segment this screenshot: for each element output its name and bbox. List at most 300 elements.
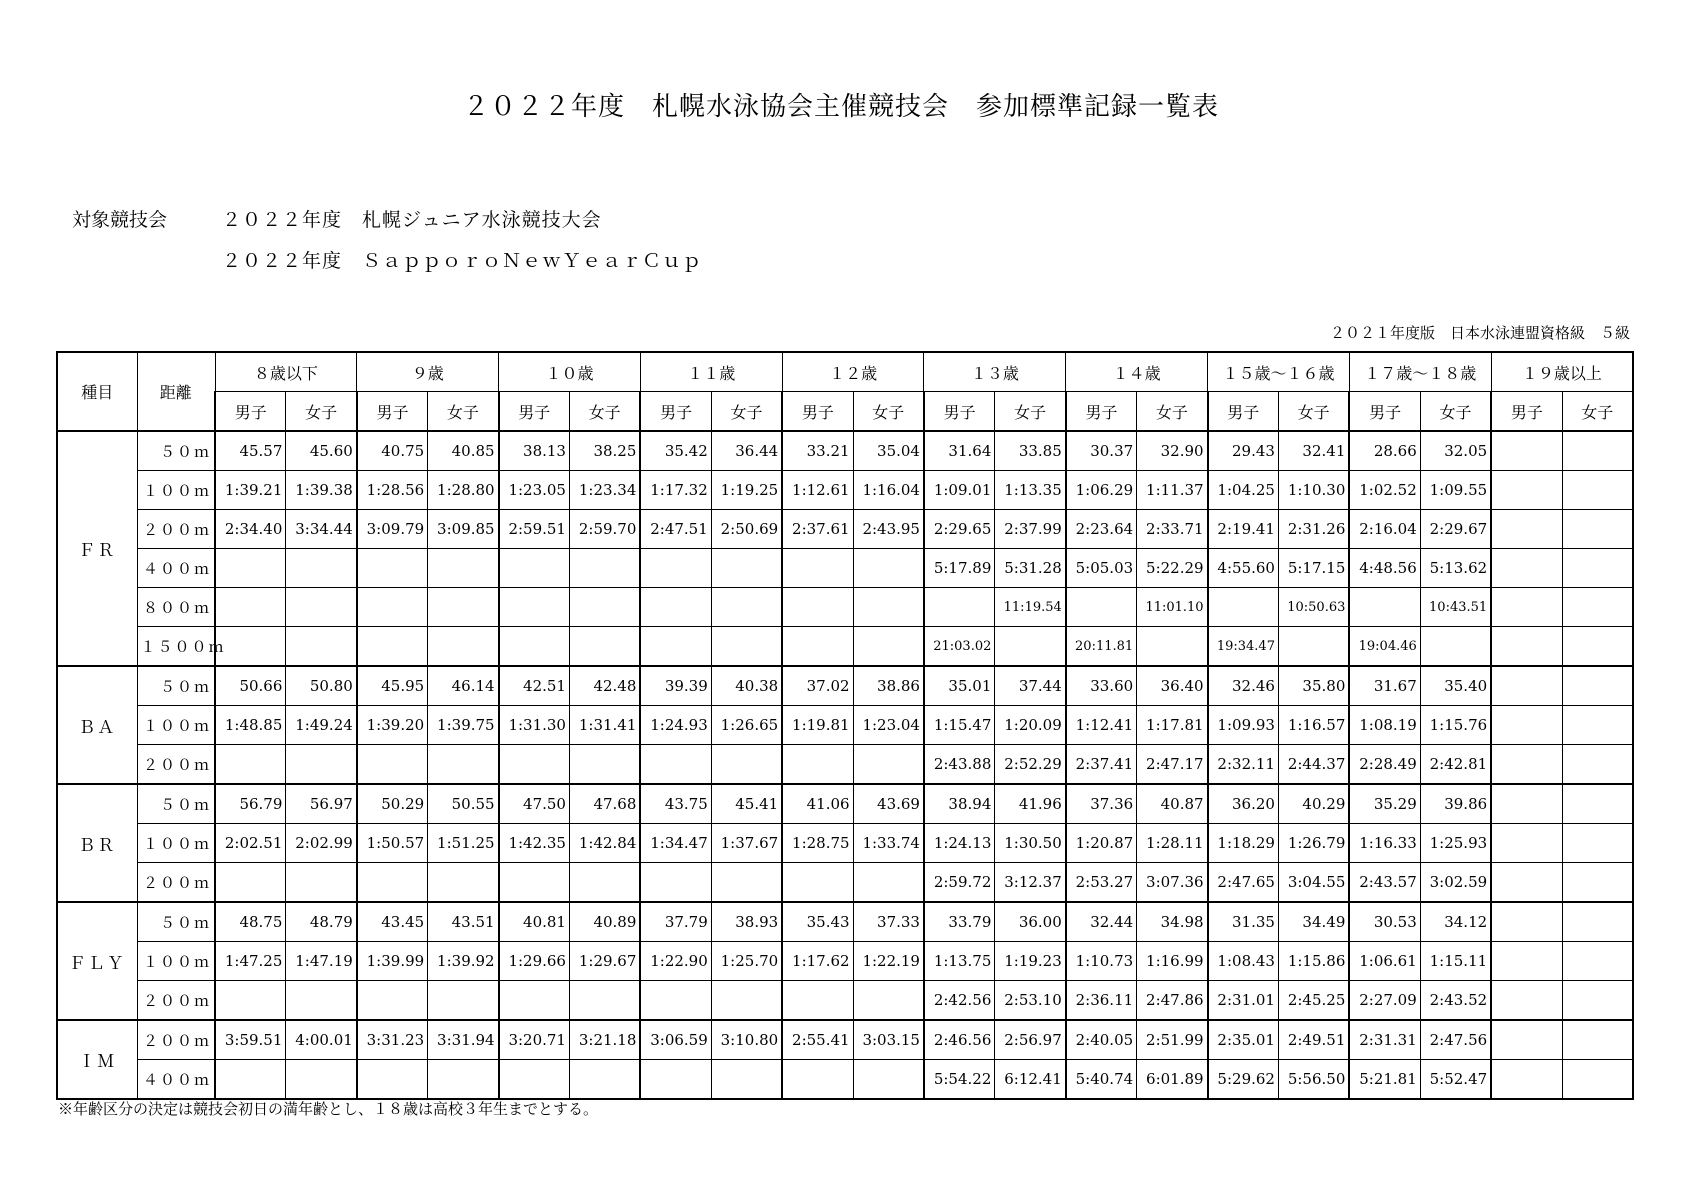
distance-cell: ２００ｍ — [137, 981, 215, 1021]
record-cell: 1:28.56 — [357, 471, 428, 510]
record-cell: 1:39.99 — [357, 942, 428, 981]
record-cell: 1:31.41 — [569, 706, 640, 745]
header-boys: 男子 — [640, 392, 711, 432]
record-cell: 2:27.09 — [1349, 981, 1420, 1021]
record-cell — [428, 627, 499, 667]
record-cell: 3:09.79 — [357, 510, 428, 549]
record-cell — [1562, 784, 1633, 824]
record-cell — [569, 588, 640, 627]
distance-cell: ５０ｍ — [137, 666, 215, 706]
record-cell — [1491, 510, 1562, 549]
record-cell: 31.35 — [1208, 902, 1279, 942]
header-girls: 女子 — [1278, 392, 1349, 432]
table-row — [57, 666, 1633, 706]
record-cell: 1:18.29 — [1208, 824, 1279, 863]
record-cell: 5:31.28 — [995, 549, 1066, 588]
record-cell: 2:19.41 — [1208, 510, 1279, 549]
header-boys: 男子 — [924, 392, 995, 432]
record-cell — [286, 588, 357, 627]
record-cell — [357, 1060, 428, 1100]
record-cell: 1:30.50 — [995, 824, 1066, 863]
record-cell: 2:23.64 — [1066, 510, 1137, 549]
record-cell — [286, 549, 357, 588]
record-cell: 1:22.90 — [640, 942, 711, 981]
header-age-group: ９歳 — [357, 352, 499, 392]
distance-cell: １００ｍ — [137, 824, 215, 863]
footnote: ※年齢区分の決定は競技会初日の満年齢とし、１８歳は高校３年生までとする。 — [58, 1100, 599, 1118]
record-cell — [782, 1060, 853, 1100]
header-girls: 女子 — [428, 392, 499, 432]
record-cell — [1278, 627, 1349, 667]
record-cell — [1491, 627, 1562, 667]
record-cell: 50.55 — [428, 784, 499, 824]
record-cell — [286, 627, 357, 667]
record-cell: 2:56.97 — [995, 1020, 1066, 1060]
record-cell: 36.44 — [711, 431, 782, 471]
record-cell — [640, 1060, 711, 1100]
record-cell: 5:29.62 — [1208, 1060, 1279, 1100]
record-cell: 3:07.36 — [1137, 863, 1208, 903]
record-cell: 41.06 — [782, 784, 853, 824]
record-cell: 3:31.94 — [428, 1020, 499, 1060]
record-cell: 1:42.35 — [499, 824, 570, 863]
record-cell: 2:31.01 — [1208, 981, 1279, 1021]
record-cell: 36.00 — [995, 902, 1066, 942]
record-cell: 1:16.33 — [1349, 824, 1420, 863]
header-girls: 女子 — [569, 392, 640, 432]
record-cell: 1:28.75 — [782, 824, 853, 863]
record-cell: 1:39.21 — [215, 471, 286, 510]
record-cell: 2:51.99 — [1137, 1020, 1208, 1060]
record-cell: 37.79 — [640, 902, 711, 942]
header-boys: 男子 — [1066, 392, 1137, 432]
record-cell — [499, 745, 570, 785]
record-cell: 38.25 — [569, 431, 640, 471]
record-cell: 3:20.71 — [499, 1020, 570, 1060]
record-cell: 28.66 — [1349, 431, 1420, 471]
record-cell — [640, 863, 711, 903]
record-cell — [357, 627, 428, 667]
distance-cell: ５０ｍ — [137, 431, 215, 471]
record-cell: 33.21 — [782, 431, 853, 471]
record-cell — [357, 549, 428, 588]
distance-cell: ５０ｍ — [137, 784, 215, 824]
record-cell: 2:55.41 — [782, 1020, 853, 1060]
record-cell: 1:19.25 — [711, 471, 782, 510]
record-cell: 37.44 — [995, 666, 1066, 706]
record-cell: 40.85 — [428, 431, 499, 471]
record-cell — [215, 549, 286, 588]
record-cell: 19:34.47 — [1208, 627, 1279, 667]
record-cell — [711, 1060, 782, 1100]
record-cell — [711, 745, 782, 785]
target-meet-2: ２０２２年度 ＳａｐｐｏｒｏＮｅｗＹｅａｒＣｕｐ — [222, 250, 703, 272]
record-cell — [428, 863, 499, 903]
record-cell — [1562, 431, 1633, 471]
record-cell — [853, 745, 924, 785]
record-cell: 1:50.57 — [357, 824, 428, 863]
record-cell: 10:43.51 — [1420, 588, 1491, 627]
record-cell: 1:34.47 — [640, 824, 711, 863]
header-girls: 女子 — [853, 392, 924, 432]
record-cell: 1:20.87 — [1066, 824, 1137, 863]
distance-cell: ２００ｍ — [137, 863, 215, 903]
record-cell: 38.86 — [853, 666, 924, 706]
record-cell — [1491, 824, 1562, 863]
record-cell: 1:13.75 — [924, 942, 995, 981]
record-cell: 1:09.01 — [924, 471, 995, 510]
distance-cell: １００ｍ — [137, 706, 215, 745]
record-cell: 2:49.51 — [1278, 1020, 1349, 1060]
record-cell: 1:23.34 — [569, 471, 640, 510]
record-cell — [995, 627, 1066, 667]
record-cell: 1:15.86 — [1278, 942, 1349, 981]
record-cell: 10:50.63 — [1278, 588, 1349, 627]
record-cell: 1:39.92 — [428, 942, 499, 981]
record-cell: 3:09.85 — [428, 510, 499, 549]
record-cell: 2:46.56 — [924, 1020, 995, 1060]
record-cell: 33.79 — [924, 902, 995, 942]
record-cell — [569, 863, 640, 903]
header-boys: 男子 — [1208, 392, 1279, 432]
header-age-group: １４歳 — [1066, 352, 1208, 392]
record-cell: 1:37.67 — [711, 824, 782, 863]
record-cell: 21:03.02 — [924, 627, 995, 667]
record-cell: 1:16.99 — [1137, 942, 1208, 981]
record-cell — [569, 745, 640, 785]
record-cell — [1562, 471, 1633, 510]
record-cell: 1:25.93 — [1420, 824, 1491, 863]
distance-cell: １５００ｍ — [137, 627, 215, 667]
distance-cell: ２００ｍ — [137, 510, 215, 549]
record-cell — [215, 981, 286, 1021]
record-cell — [853, 1060, 924, 1100]
header-boys: 男子 — [357, 392, 428, 432]
record-cell: 1:10.73 — [1066, 942, 1137, 981]
record-cell: 2:02.51 — [215, 824, 286, 863]
record-cell: 39.39 — [640, 666, 711, 706]
record-cell: 35.42 — [640, 431, 711, 471]
distance-cell: ５０ｍ — [137, 902, 215, 942]
record-cell — [428, 745, 499, 785]
record-cell: 3:21.18 — [569, 1020, 640, 1060]
record-cell: 1:12.61 — [782, 471, 853, 510]
page-title: ２０２２年度 札幌水泳協会主催競技会 参加標準記録一覧表 — [462, 92, 1219, 122]
record-cell — [1066, 588, 1137, 627]
record-cell: 1:47.25 — [215, 942, 286, 981]
record-cell: 3:06.59 — [640, 1020, 711, 1060]
record-cell — [569, 549, 640, 588]
record-cell: 1:04.25 — [1208, 471, 1279, 510]
table-row — [57, 981, 1633, 1021]
record-cell: 3:34.44 — [286, 510, 357, 549]
record-cell: 32.46 — [1208, 666, 1279, 706]
record-cell — [782, 981, 853, 1021]
record-cell: 35.40 — [1420, 666, 1491, 706]
record-cell — [215, 1060, 286, 1100]
record-cell: 2:52.29 — [995, 745, 1066, 785]
record-cell: 2:37.61 — [782, 510, 853, 549]
record-cell — [499, 981, 570, 1021]
header-girls: 女子 — [711, 392, 782, 432]
record-cell: 1:16.57 — [1278, 706, 1349, 745]
table-row — [57, 549, 1633, 588]
record-cell: 3:04.55 — [1278, 863, 1349, 903]
record-cell: 5:52.47 — [1420, 1060, 1491, 1100]
record-cell — [1491, 942, 1562, 981]
record-cell: 31.64 — [924, 431, 995, 471]
record-cell — [1562, 863, 1633, 903]
record-cell: 1:15.76 — [1420, 706, 1491, 745]
record-cell — [357, 981, 428, 1021]
record-cell — [215, 588, 286, 627]
record-cell: 34.12 — [1420, 902, 1491, 942]
record-cell — [1562, 1020, 1633, 1060]
record-cell: 40.87 — [1137, 784, 1208, 824]
record-cell — [357, 745, 428, 785]
record-cell: 1:02.52 — [1349, 471, 1420, 510]
record-cell — [853, 549, 924, 588]
record-cell: 1:39.20 — [357, 706, 428, 745]
header-distance: 距離 — [137, 352, 215, 431]
record-cell — [1562, 824, 1633, 863]
record-cell: 56.79 — [215, 784, 286, 824]
record-cell: 46.14 — [428, 666, 499, 706]
record-cell — [711, 981, 782, 1021]
record-cell — [1491, 588, 1562, 627]
record-cell: 30.53 — [1349, 902, 1420, 942]
header-girls: 女子 — [286, 392, 357, 432]
edition-note: ２０２１年度版 日本水泳連盟資格級 ５級 — [1329, 324, 1630, 342]
record-cell: 41.96 — [995, 784, 1066, 824]
record-cell — [1491, 863, 1562, 903]
distance-cell: ２００ｍ — [137, 745, 215, 785]
record-cell — [1562, 902, 1633, 942]
record-cell: 33.85 — [995, 431, 1066, 471]
record-cell — [1562, 510, 1633, 549]
record-cell — [428, 981, 499, 1021]
table-row — [57, 471, 1633, 510]
header-boys: 男子 — [1491, 392, 1562, 432]
record-cell — [711, 549, 782, 588]
record-cell: 3:31.23 — [357, 1020, 428, 1060]
record-cell — [1562, 1060, 1633, 1100]
record-cell: 33.60 — [1066, 666, 1137, 706]
record-cell — [1491, 666, 1562, 706]
record-cell: 50.80 — [286, 666, 357, 706]
record-cell: 2:42.81 — [1420, 745, 1491, 785]
record-cell: 1:39.38 — [286, 471, 357, 510]
record-cell: 45.60 — [286, 431, 357, 471]
record-cell: 35.01 — [924, 666, 995, 706]
header-girls: 女子 — [995, 392, 1066, 432]
record-cell: 2:45.25 — [1278, 981, 1349, 1021]
record-cell: 4:48.56 — [1349, 549, 1420, 588]
record-cell: 1:19.23 — [995, 942, 1066, 981]
record-cell — [215, 627, 286, 667]
record-cell: 35.29 — [1349, 784, 1420, 824]
record-cell: 32.05 — [1420, 431, 1491, 471]
record-cell: 2:32.11 — [1208, 745, 1279, 785]
record-cell: 36.20 — [1208, 784, 1279, 824]
record-cell — [428, 549, 499, 588]
record-cell: 1:29.66 — [499, 942, 570, 981]
record-cell — [782, 588, 853, 627]
record-cell: 5:54.22 — [924, 1060, 995, 1100]
table-row — [57, 431, 1633, 471]
record-cell: 2:47.17 — [1137, 745, 1208, 785]
record-cell: 1:23.05 — [499, 471, 570, 510]
table-row — [57, 784, 1633, 824]
record-cell: 2:59.51 — [499, 510, 570, 549]
record-cell: 6:01.89 — [1137, 1060, 1208, 1100]
record-cell: 40.29 — [1278, 784, 1349, 824]
record-cell — [853, 863, 924, 903]
event-name: ＦＲ — [57, 431, 137, 666]
record-cell — [1137, 627, 1208, 667]
table-row — [57, 1020, 1633, 1060]
distance-cell: １００ｍ — [137, 942, 215, 981]
record-cell: 4:00.01 — [286, 1020, 357, 1060]
record-cell: 1:28.80 — [428, 471, 499, 510]
record-cell: 32.44 — [1066, 902, 1137, 942]
record-cell — [853, 627, 924, 667]
record-cell — [1562, 588, 1633, 627]
record-cell: 2:29.65 — [924, 510, 995, 549]
record-cell: 1:22.19 — [853, 942, 924, 981]
record-cell: 36.40 — [1137, 666, 1208, 706]
record-cell — [1208, 588, 1279, 627]
record-cell: 19:04.46 — [1349, 627, 1420, 667]
record-cell: 37.02 — [782, 666, 853, 706]
record-cell — [853, 981, 924, 1021]
record-cell — [782, 549, 853, 588]
record-cell — [1491, 549, 1562, 588]
record-cell: 2:31.26 — [1278, 510, 1349, 549]
record-cell: 5:17.15 — [1278, 549, 1349, 588]
record-cell: 42.48 — [569, 666, 640, 706]
record-cell: 5:13.62 — [1420, 549, 1491, 588]
record-cell: 1:19.81 — [782, 706, 853, 745]
record-cell — [1562, 706, 1633, 745]
record-cell: 2:02.99 — [286, 824, 357, 863]
record-cell: 2:28.49 — [1349, 745, 1420, 785]
record-cell: 1:06.61 — [1349, 942, 1420, 981]
record-cell: 1:33.74 — [853, 824, 924, 863]
record-cell — [1491, 431, 1562, 471]
record-cell: 2:34.40 — [215, 510, 286, 549]
record-cell: 2:47.86 — [1137, 981, 1208, 1021]
record-cell — [286, 981, 357, 1021]
event-name: ＦＬＹ — [57, 902, 137, 1020]
record-cell — [286, 745, 357, 785]
record-cell: 1:24.13 — [924, 824, 995, 863]
event-name: ＢＲ — [57, 784, 137, 902]
record-cell — [499, 1060, 570, 1100]
record-cell: 1:48.85 — [215, 706, 286, 745]
record-cell — [1491, 706, 1562, 745]
record-cell: 1:10.30 — [1278, 471, 1349, 510]
record-cell: 2:42.56 — [924, 981, 995, 1021]
record-cell: 2:53.10 — [995, 981, 1066, 1021]
record-cell — [1562, 627, 1633, 667]
record-cell — [640, 549, 711, 588]
record-cell: 1:20.09 — [995, 706, 1066, 745]
record-cell: 3:10.80 — [711, 1020, 782, 1060]
record-cell: 3:02.59 — [1420, 863, 1491, 903]
record-cell: 56.97 — [286, 784, 357, 824]
header-girls: 女子 — [1562, 392, 1633, 432]
distance-cell: １００ｍ — [137, 471, 215, 510]
record-cell: 40.89 — [569, 902, 640, 942]
record-cell — [1491, 1020, 1562, 1060]
header-event: 種目 — [57, 352, 137, 431]
record-cell: 2:43.57 — [1349, 863, 1420, 903]
record-cell: 2:44.37 — [1278, 745, 1349, 785]
table-row — [57, 824, 1633, 863]
record-cell: 11:01.10 — [1137, 588, 1208, 627]
record-cell — [1562, 981, 1633, 1021]
header-girls: 女子 — [1137, 392, 1208, 432]
record-cell: 47.68 — [569, 784, 640, 824]
record-cell: 3:59.51 — [215, 1020, 286, 1060]
table-row — [57, 942, 1633, 981]
distance-cell: ４００ｍ — [137, 1060, 215, 1100]
record-cell — [1349, 588, 1420, 627]
header-boys: 男子 — [499, 392, 570, 432]
record-cell: 1:17.62 — [782, 942, 853, 981]
record-cell — [640, 981, 711, 1021]
record-cell: 5:17.89 — [924, 549, 995, 588]
record-cell — [1491, 471, 1562, 510]
table-row — [57, 863, 1633, 903]
record-cell: 39.86 — [1420, 784, 1491, 824]
record-cell: 38.94 — [924, 784, 995, 824]
record-cell: 43.45 — [357, 902, 428, 942]
record-cell: 35.80 — [1278, 666, 1349, 706]
record-cell: 45.57 — [215, 431, 286, 471]
record-cell — [782, 745, 853, 785]
record-cell: 5:40.74 — [1066, 1060, 1137, 1100]
record-cell — [569, 627, 640, 667]
record-cell: 1:17.32 — [640, 471, 711, 510]
record-cell: 40.75 — [357, 431, 428, 471]
record-cell: 2:37.41 — [1066, 745, 1137, 785]
record-cell — [1491, 784, 1562, 824]
record-cell: 1:12.41 — [1066, 706, 1137, 745]
header-age-group: １１歳 — [640, 352, 782, 392]
record-cell — [499, 863, 570, 903]
record-cell: 1:28.11 — [1137, 824, 1208, 863]
record-cell: 38.93 — [711, 902, 782, 942]
record-cell: 50.66 — [215, 666, 286, 706]
distance-cell: ４００ｍ — [137, 549, 215, 588]
record-cell: 42.51 — [499, 666, 570, 706]
record-cell — [1562, 942, 1633, 981]
record-cell: 2:43.52 — [1420, 981, 1491, 1021]
record-cell: 1:51.25 — [428, 824, 499, 863]
header-age-group: １０歳 — [499, 352, 641, 392]
record-cell: 1:08.43 — [1208, 942, 1279, 981]
event-name: ＢＡ — [57, 666, 137, 784]
record-cell: 5:22.29 — [1137, 549, 1208, 588]
record-cell — [1562, 666, 1633, 706]
record-cell: 1:26.65 — [711, 706, 782, 745]
record-cell: 11:19.54 — [995, 588, 1066, 627]
record-cell: 1:09.93 — [1208, 706, 1279, 745]
record-cell: 2:47.65 — [1208, 863, 1279, 903]
record-cell: 1:11.37 — [1137, 471, 1208, 510]
